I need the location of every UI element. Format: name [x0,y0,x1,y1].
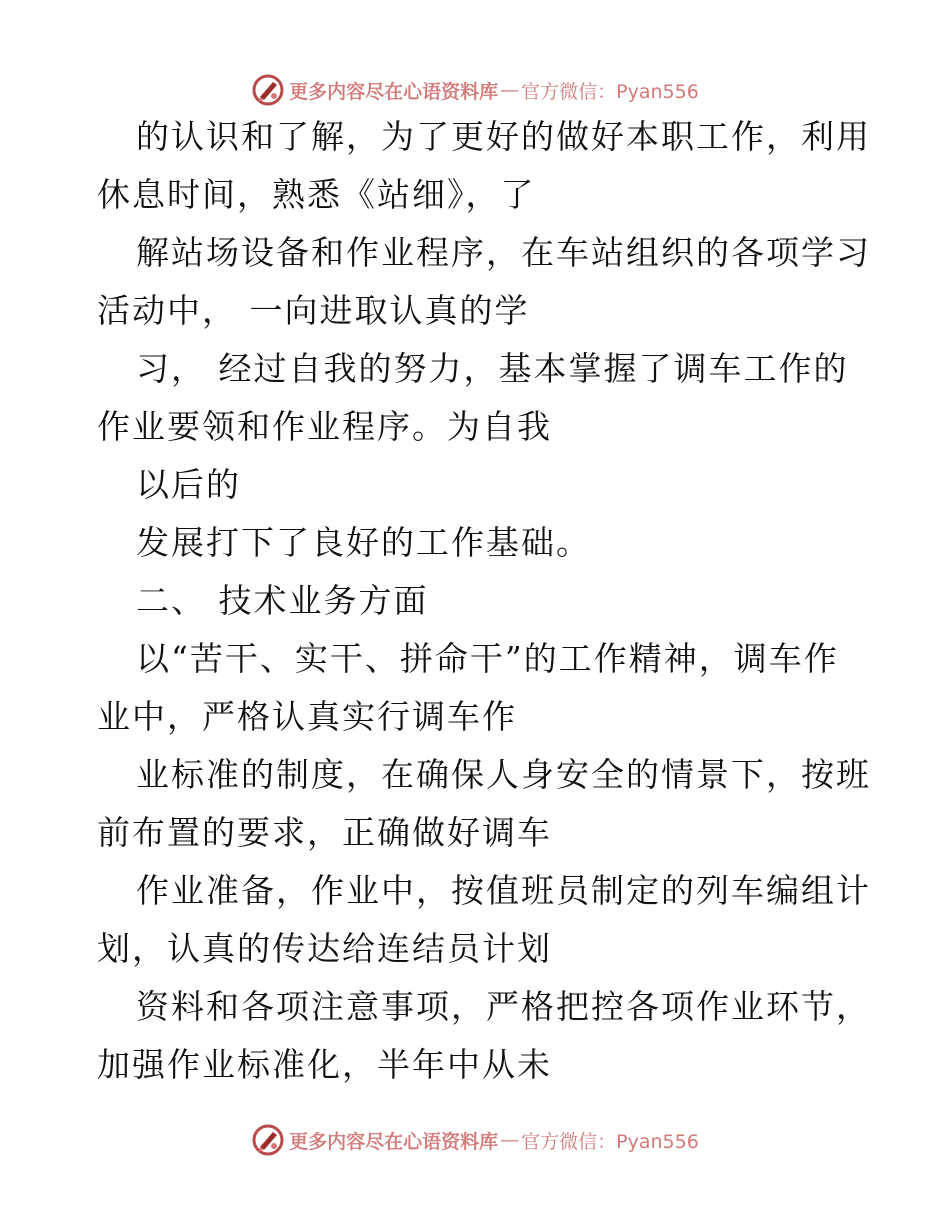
footer-wechat-text: 官方微信：Pyan556 [521,1130,699,1153]
text-line: 习， 经过自我的努力，基本掌握了调车工作的 [136,349,849,388]
text-line: 的认识和了解，为了更好的做好本职工作，利用 [136,117,871,156]
text-line: 资料和各项注意事项，严格把控各项作业环节， [136,987,871,1026]
text-line: 以“苦干、实干、拼命干”的工作精神，调车作 [136,639,839,678]
section-heading: 二、 技术业务方面 [136,581,429,620]
header-brand-text: 更多内容尽在心语资料库 [289,80,499,103]
text-line: 发展打下了良好的工作基础。 [136,523,591,562]
text-line: 划，认真的传达给连结员计划 [97,929,552,968]
text-line: 加强作业标准化，半年中从未 [97,1045,552,1084]
text-line: 作业要领和作业程序。为自我 [97,407,552,446]
pen-logo-icon [251,73,285,107]
footer-dash: — [500,1129,520,1151]
header-wechat-text: 官方微信：Pyan556 [521,80,699,103]
footer-banner [0,1120,950,1160]
header-dash: — [500,79,520,101]
text-line: 以后的 [136,465,241,504]
text-line: 休息时间，熟悉《站细》，了 [97,175,536,214]
text-line: 解站场设备和作业程序，在车站组织的各项学习 [136,233,871,272]
footer-brand-text: 更多内容尽在心语资料库 [289,1130,499,1153]
text-line: 业标准的制度，在确保人身安全的情景下，按班 [136,755,871,794]
text-line: 活动中， 一向进取认真的学 [97,291,530,330]
text-line: 前布置的要求，正确做好调车 [97,813,552,852]
pen-logo-icon [251,1123,285,1157]
text-line: 业中，严格认真实行调车作 [97,697,517,736]
text-line: 作业准备，作业中，按值班员制定的列车编组计 [136,871,871,910]
header-banner [0,70,950,110]
